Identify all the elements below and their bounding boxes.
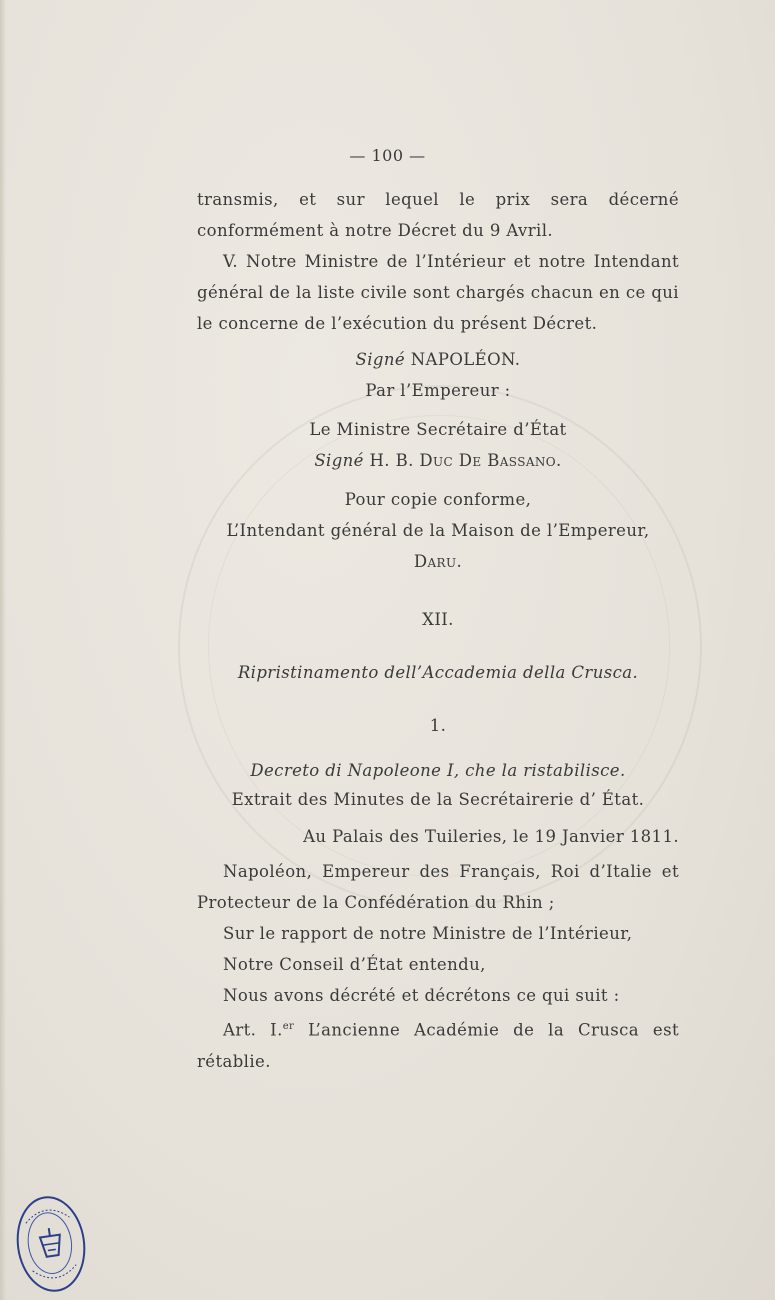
by-emperor: Par l’Empereur : — [365, 381, 511, 400]
intendant-title: L’Intendant général de la Maison de l’Empereur, — [226, 521, 650, 540]
decree-line-3: Notre Conseil d’État entendu, — [223, 955, 486, 974]
signed-prefix: Signé — [355, 350, 406, 369]
signed-napoleon — [197, 344, 679, 375]
minister-signature — [197, 445, 679, 476]
minister-name: H. B. Duc De Bassano. — [369, 451, 562, 470]
signature-block — [197, 344, 679, 577]
sub-number: 1. — [429, 716, 447, 735]
section-number: XII. — [422, 610, 454, 629]
copy-line: Pour copie conforme, — [344, 490, 532, 509]
article-label: Art. I. — [223, 1020, 283, 1040]
top-paragraphs — [197, 184, 679, 339]
section-title: Ripristinamento dell’Accademia della Crusca. — [237, 663, 639, 682]
paragraph-continuation: transmis, et sur lequel le prix sera décerné conformément à notre Décret du 9 Avril. — [197, 190, 679, 240]
signed-name: NAPOLÉON. — [410, 350, 521, 369]
decree-line-1: Napoléon, Empereur des Français, Roi d’Italie et Protecteur de la Confédération du Rhin ; — [197, 862, 679, 912]
paragraph-article-v: V. Notre Ministre de l’Intérieur et notre Intendant général de la liste civile sont chargés chacun en ce qui le concerne de l’exécution du présent Décret. — [197, 252, 679, 333]
article-text: L’ancienne Académie de la Crusca est rétablie. — [197, 1020, 679, 1071]
section-heading — [197, 604, 679, 786]
page-edge-shadow — [0, 0, 6, 1300]
decree-line-2: Sur le rapport de notre Ministre de l’Intérieur, — [223, 924, 633, 943]
stamp-emblem-icon — [13, 1194, 89, 1294]
minister-signed-prefix: Signé — [314, 451, 364, 470]
library-stamp — [11, 1192, 92, 1297]
sub-title: Decreto di Napoleone I, che la ristabilisce. — [250, 761, 626, 780]
decree-body — [197, 784, 679, 1077]
intendant-name: Daru. — [413, 552, 463, 571]
decree-place-date: Au Palais des Tuileries, le 19 Janvier 1811. — [303, 827, 679, 846]
decree-line-4: Nous avons décrété et décrétons ce qui suit : — [223, 986, 620, 1005]
decree-article-1 — [197, 1011, 679, 1077]
minister-title: Le Ministre Secrétaire d’État — [309, 420, 567, 439]
page-number: — 100 — — [349, 146, 426, 165]
decree-extract: Extrait des Minutes de la Secrétairerie d’ État. — [231, 790, 645, 809]
article-sup: er — [282, 1021, 295, 1032]
